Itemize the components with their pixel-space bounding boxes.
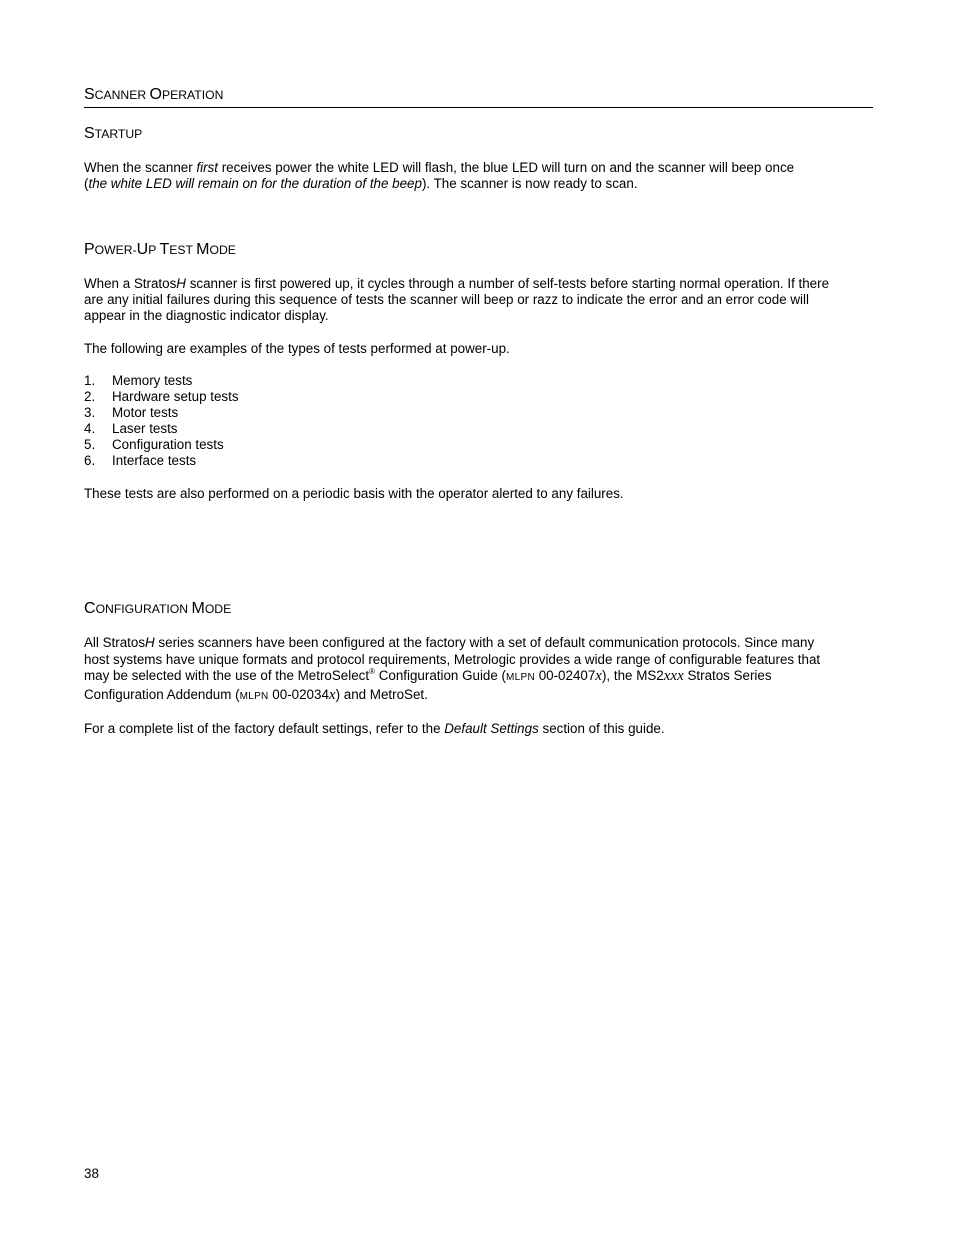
list-item: 4. Laser tests — [84, 421, 178, 436]
startup-heading: STARTUP — [84, 125, 143, 142]
startup-paragraph: When the scanner first receives power the white LED will flash, the blue LED will turn on and the scanner will beep once (the white LED will remain on for the duration of the beep). The scanner is now ready to scan. — [84, 160, 795, 191]
power-up-periodic-note: These tests are also performed on a periodic basis with the operator alerted to any failures. — [84, 486, 624, 501]
configuration-defaults-note: For a complete list of the factory default settings, refer to the Default Settings section of this guide. — [84, 721, 665, 736]
configuration-paragraph: All StratosH series scanners have been configured at the factory with a set of default communication protocols. Since many host systems have unique formats and protocol requirements, Metrologic provides a wide range of configurable features that may be selected with the use of the MetroSelect® Configuration Guide (MLPN 00-02407x), the MS2xxx Stratos Series Configuration Addendum (MLPN 00-02034x) and MetroSet. — [84, 635, 821, 703]
section-title: SCANNER OPERATION — [84, 86, 224, 103]
power-up-paragraph: When a StratosH scanner is first powered up, it cycles through a number of self-tests before starting normal operation. If there are any initial failures during this sequence of tests the scanner will beep or razz to indicate the error and an error code will appear in the diagnostic indicator display. — [84, 276, 830, 323]
power-up-tests-intro: The following are examples of the types of tests performed at power-up. — [84, 341, 510, 356]
list-item: 6. Interface tests — [84, 453, 197, 468]
page-number: 38 — [84, 1166, 99, 1181]
list-item: 1. Memory tests — [84, 373, 193, 388]
power-up-heading: POWER-UP TEST MODE — [84, 241, 236, 258]
list-item: 5. Configuration tests — [84, 437, 224, 452]
configuration-heading: CONFIGURATION MODE — [84, 600, 232, 617]
section-title-rule — [84, 107, 873, 108]
list-item: 3. Motor tests — [84, 405, 179, 420]
list-item: 2. Hardware setup tests — [84, 389, 239, 404]
